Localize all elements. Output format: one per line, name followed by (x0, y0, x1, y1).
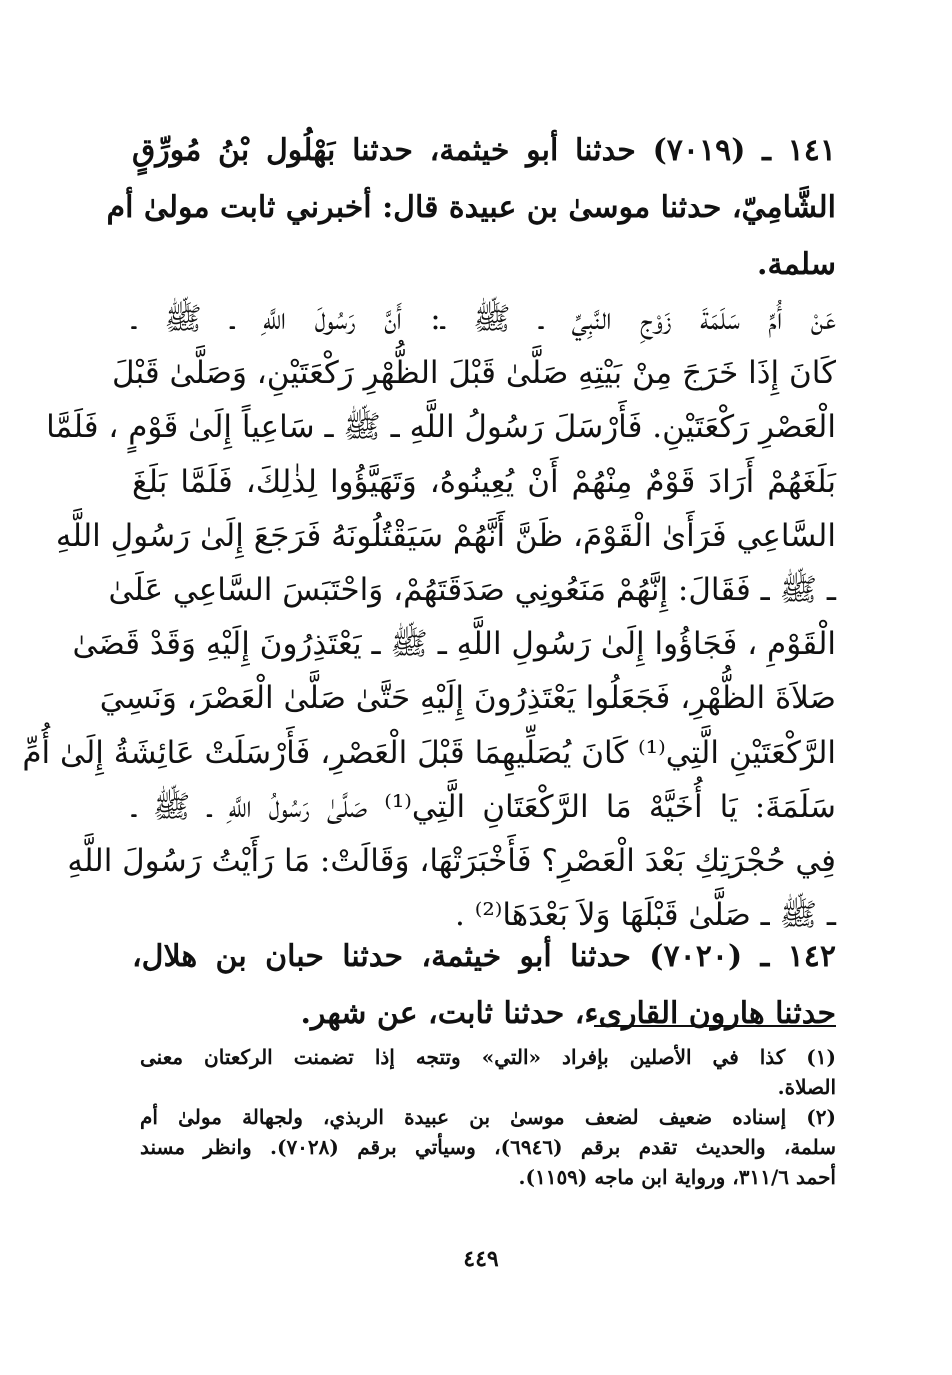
page-number: ٤٤٩ (463, 1246, 499, 1272)
footnote-line: الصلاة. (777, 1075, 836, 1099)
hadith-141-text-line: بَلَغَهُمْ أَرَادَ قَوْمٌ مِنْهُمْ أَنْ يُعِينُوهُ، وَتَهَيَّؤُوا لِذٰلِكَ، فَلَمَّا بَلَغَ (132, 463, 836, 500)
hadith-141-chain (106, 122, 837, 293)
hadith-141-text-line: كَانَ إِذَا خَرَجَ مِنْ بَيْتِهِ صَلَّىٰ قَبْلَ الظُّهْرِ رَكْعَتَيْنِ، وَصَلَّىٰ قَبْلَ (112, 355, 836, 392)
hadith-141-text-line: ـ ﷺ ـ فَقَالَ: إِنَّهُمْ مَنَعُونِي صَدَقَتَهُمْ، وَاحْتَبَسَ السَّاعِي عَلَىٰ (108, 572, 836, 609)
footnote-line: سلمة، والحديث تقدم برقم (٦٩٤٦)، وسيأتي برقم (٧٠٢٨). وانظر مسند (140, 1135, 836, 1159)
footnotes (140, 1042, 836, 1192)
hadith-141-text-line: السَّاعِي فَرَأَىٰ الْقَوْمَ، ظَنَّ أَنَّهُمْ سَيَقْتُلُونَهُ فَرَجَعَ إِلَىٰ رَسُولِ اللَّهِ (55, 517, 836, 554)
footnote-separator (594, 1025, 836, 1027)
hadith-141-chain-line: ١٤١ ـ (٧٠١٩) حدثنا أبو خيثمة، حدثنا بَهْلُول بْنُ مُورِّقٍ (132, 133, 837, 168)
hadith-141-chain-line: الشَّامِيّ، حدثنا موسىٰ بن عبيدة قال: أخبرني ثابت مولىٰ أم (106, 190, 836, 225)
hadith-142-chain-line: حدثنا هارون القارىء، حدثنا ثابت، عن شهر. (300, 996, 836, 1031)
hadith-141-text-line: سَلَمَةَ: يَا أُخَيَّهْ مَا الرَّكْعَتَانِ الَّتِي⁽¹⁾ صَلَّىٰ رَسُولُ اللَّهِ ـ ﷺ ـ (132, 788, 836, 825)
hadith-141-chain-line: سلمة. (757, 247, 836, 282)
hadith-142-chain-line: ١٤٢ ـ (٧٠٢٠) حدثنا أبو خيثمة، حدثنا حبان بن هلال، (132, 939, 837, 974)
footnote-1 (140, 1042, 836, 1102)
hadith-141-text-line: ـ ﷺ ـ صَلَّىٰ قَبْلَهَا وَلاَ بَعْدَهَا⁽²⁾ . (454, 897, 836, 934)
hadith-141-text-line: الرَّكْعَتَيْنِ الَّتِي⁽¹⁾ كَانَ يُصَلِّيهِمَا قَبْلَ الْعَصْرِ، فَأَرْسَلَتْ عَائِشَةُ إِلَىٰ أُمِّ (22, 734, 836, 771)
footnote-line: أحمد ٣١١/٦، ورواية ابن ماجه (١١٥٩). (518, 1165, 836, 1189)
footnote-2 (140, 1102, 836, 1192)
hadith-141-text-line: صَلاَةَ الظُّهْرِ، فَجَعَلُوا يَعْتَذِرُونَ إِلَيْهِ حَتَّىٰ صَلَّىٰ الْعَصْرَ، وَنَسِيَ (99, 680, 836, 717)
hadith-141-text-line: الْعَصْرِ رَكْعَتَيْنِ. فَأَرْسَلَ رَسُولُ اللَّهِ ـ ﷺ ـ سَاعِياً إِلَىٰ قَوْمٍ ، فَلَمَّا (46, 409, 836, 446)
hadith-141-text-line: فِي حُجْرَتِكِ بَعْدَ الْعَصْرِ؟ فَأَخْبَرَتْهَا، وَقَالَتْ: مَا رَأَيْتُ رَسُولَ اللَّهِ (67, 843, 836, 880)
footnote-line: (٢) إسناده ضعيف لضعف موسىٰ بن عبيدة الربذي، ولجهالة مولىٰ أم (140, 1105, 836, 1129)
hadith-141-text (22, 292, 836, 942)
footnote-line: (١) كذا في الأصلين بإفراد «التي» وتتجه إذا تضمنت الركعتان معنى (140, 1045, 836, 1069)
hadith-141-text-line: الْقَوْمِ ، فَجَاؤُوا إِلَىٰ رَسُولِ اللَّهِ ـ ﷺ ـ يَعْتَذِرُونَ إِلَيْهِ وَقَدْ قَضَىٰ (72, 626, 836, 663)
hadith-141-text-line: عَنْ أُمِّ سَلَمَةَ زَوْجِ النَّبِيِّ ـ ﷺ ـ: أَنَّ رَسُولَ اللَّهِ ـ ﷺ ـ (132, 301, 836, 337)
